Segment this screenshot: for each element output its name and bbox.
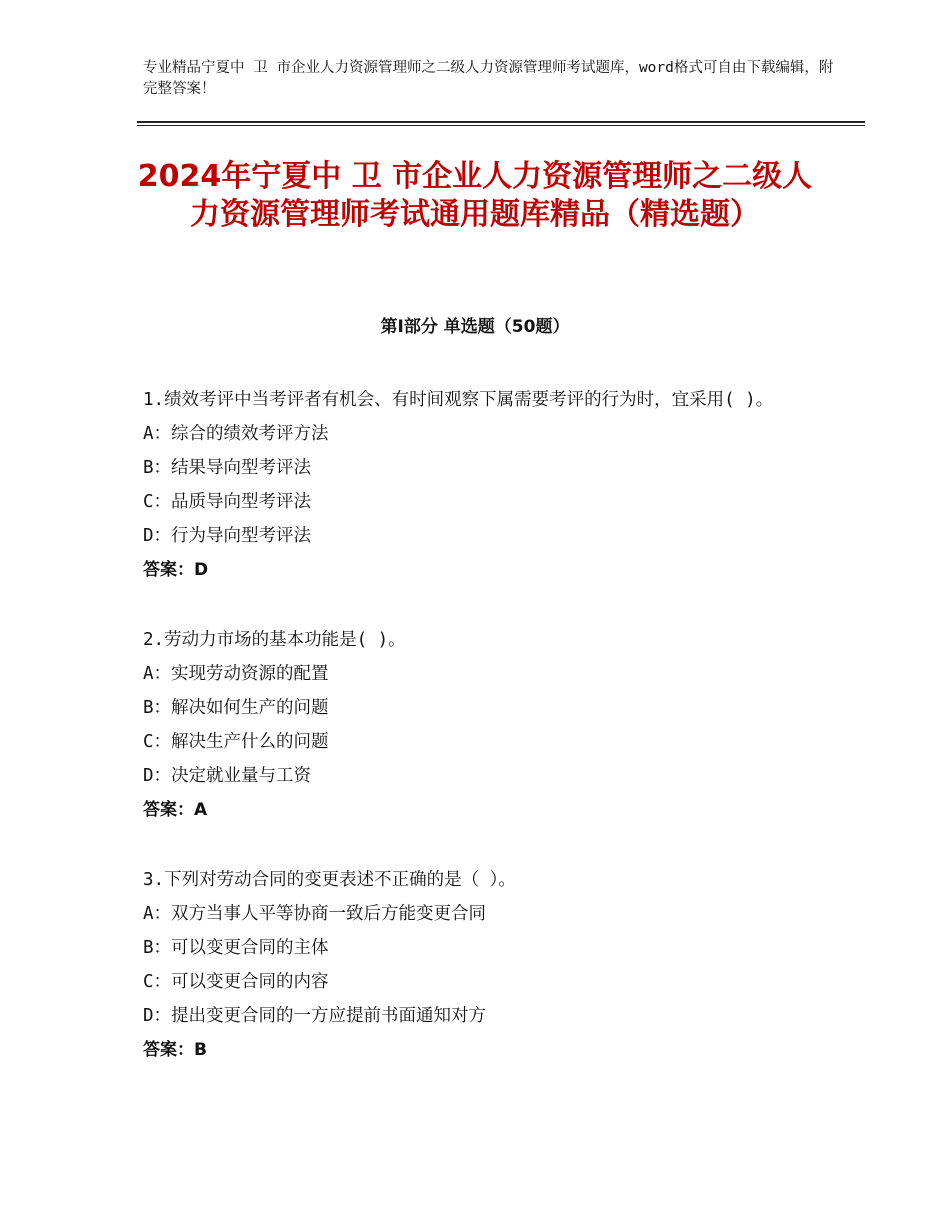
header-divider-thin	[137, 125, 865, 126]
header-note: 专业精品宁夏中 卫 市企业人力资源管理师之二级人力资源管理师考试题库，word格式可自由下载编辑，附完整答案！	[143, 60, 834, 97]
option-c: C：品质导向型考评法	[143, 492, 312, 512]
question-stem: 2.劳动力市场的基本功能是( )。	[143, 630, 406, 650]
section-heading: 第Ⅰ部分 单选题（50题）	[380, 317, 570, 337]
option-d: D：提出变更合同的一方应提前书面通知对方	[143, 1006, 487, 1026]
document-title: 2024年宁夏中 卫 市企业人力资源管理师之二级人力资源管理师考试通用题库精品（精选题）	[137, 159, 813, 232]
option-d: D：决定就业量与工资	[143, 766, 312, 786]
answer-line: 答案：A	[143, 800, 208, 820]
option-b: B：结果导向型考评法	[143, 458, 312, 478]
answer-line: 答案：B	[143, 1040, 207, 1060]
question-list	[143, 383, 823, 1103]
question-3	[143, 863, 823, 1067]
option-a: A：实现劳动资源的配置	[143, 664, 329, 684]
option-b: B：解决如何生产的问题	[143, 698, 329, 718]
question-stem: 3.下列对劳动合同的变更表述不正确的是（ ）。	[143, 870, 516, 890]
option-c: C：可以变更合同的内容	[143, 972, 329, 992]
option-a: A：综合的绩效考评方法	[143, 424, 329, 444]
option-d: D：行为导向型考评法	[143, 526, 312, 546]
option-c: C：解决生产什么的问题	[143, 732, 329, 752]
question-1	[143, 383, 823, 587]
answer-line: 答案：D	[143, 560, 209, 580]
option-b: B：可以变更合同的主体	[143, 938, 329, 958]
question-stem: 1.绩效考评中当考评者有机会、有时间观察下属需要考评的行为时，宜采用( )。	[143, 390, 774, 410]
header-divider	[137, 121, 865, 123]
question-2	[143, 623, 823, 827]
option-a: A：双方当事人平等协商一致后方能变更合同	[143, 904, 487, 924]
